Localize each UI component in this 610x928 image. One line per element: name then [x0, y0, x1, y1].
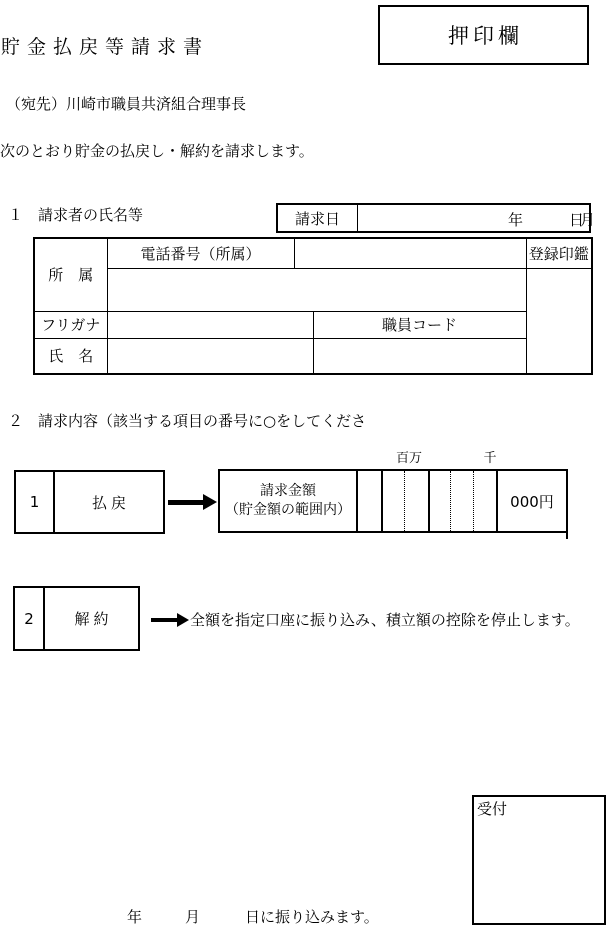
arrow2-shaft: [151, 618, 178, 622]
arrow1-head-icon: [203, 494, 217, 510]
phone-label-cell: 電話番号（所属）: [107, 238, 294, 268]
amount-label-line1: 請求金額: [260, 483, 316, 500]
seal-box-label: 押印欄: [448, 24, 523, 48]
reception-label: 受付: [477, 800, 508, 818]
amount-label-line2: （貯金額の範囲内）: [225, 502, 351, 518]
furigana-input-cell[interactable]: [107, 311, 313, 338]
staff-code-input-cell[interactable]: [313, 338, 526, 374]
applicant-table: [33, 237, 593, 375]
amount-digit-cell[interactable]: [381, 471, 404, 531]
transfer-year-label: 年: [127, 908, 143, 926]
amount-digit-cell[interactable]: [428, 471, 450, 531]
option1-box[interactable]: [14, 470, 165, 534]
affiliation-input-cell[interactable]: [107, 268, 526, 311]
transfer-date-line: [0, 906, 610, 926]
request-date-table: [276, 203, 596, 233]
option2-description: 全額を指定口座に振り込み、積立額の控除を停止します。: [190, 611, 580, 629]
amount-digit-cell[interactable]: [450, 471, 473, 531]
amount-digit-cell[interactable]: [473, 471, 496, 531]
seal-stamp-box[interactable]: [378, 5, 589, 65]
request-date-day-label: 日: [568, 211, 584, 229]
addressee-line: （宛先）川崎市職員共済組合理事長: [6, 95, 247, 113]
option1-label: 払戻: [91, 493, 130, 512]
transfer-line-text: 日に振り込みます。: [245, 908, 379, 926]
million-scale-label: 百万: [395, 451, 422, 466]
request-date-field[interactable]: [358, 205, 596, 231]
request-date-year-label: 年: [508, 211, 524, 229]
registered-seal-label-cell: 登録印鑑: [526, 238, 592, 268]
section1-heading: １ 請求者の氏名等: [8, 206, 144, 224]
arrow1-shaft: [168, 500, 204, 505]
amount-label-cell: [220, 471, 358, 531]
furigana-label-cell: フリガナ: [34, 311, 107, 338]
option1-number[interactable]: 1: [16, 472, 55, 532]
name-input-cell[interactable]: [107, 338, 313, 374]
request-date-label: 請求日: [278, 205, 358, 231]
staff-code-label-cell: 職員コード: [313, 311, 526, 338]
form-title: 貯金払戻等請求書: [1, 36, 210, 58]
request-date-month-label: 月: [580, 211, 596, 229]
option2-number[interactable]: 2: [15, 588, 45, 649]
section2-heading: ２ 請求内容（該当する項目の番号に○をしてくださ: [8, 412, 367, 430]
amount-table-tick: [566, 533, 568, 539]
name-label-cell: 氏 名: [34, 338, 107, 374]
arrow2-head-icon: [177, 613, 189, 627]
thousand-scale-label: 千: [483, 451, 497, 466]
amount-table: [218, 469, 568, 533]
phone-input-cell[interactable]: [294, 238, 526, 268]
amount-digit-cell[interactable]: [358, 471, 381, 531]
amount-digit-cell[interactable]: [404, 471, 428, 531]
option2-box[interactable]: [13, 586, 140, 651]
registered-seal-input-cell[interactable]: [526, 268, 592, 374]
affiliation-label-cell: 所 属: [34, 238, 107, 311]
amount-yen-suffix-cell: 000円: [496, 471, 566, 531]
option2-label: 解約: [74, 610, 113, 628]
transfer-month-label: 月: [185, 908, 201, 926]
request-statement: 次のとおり貯金の払戻し・解約を請求します。: [0, 142, 314, 160]
